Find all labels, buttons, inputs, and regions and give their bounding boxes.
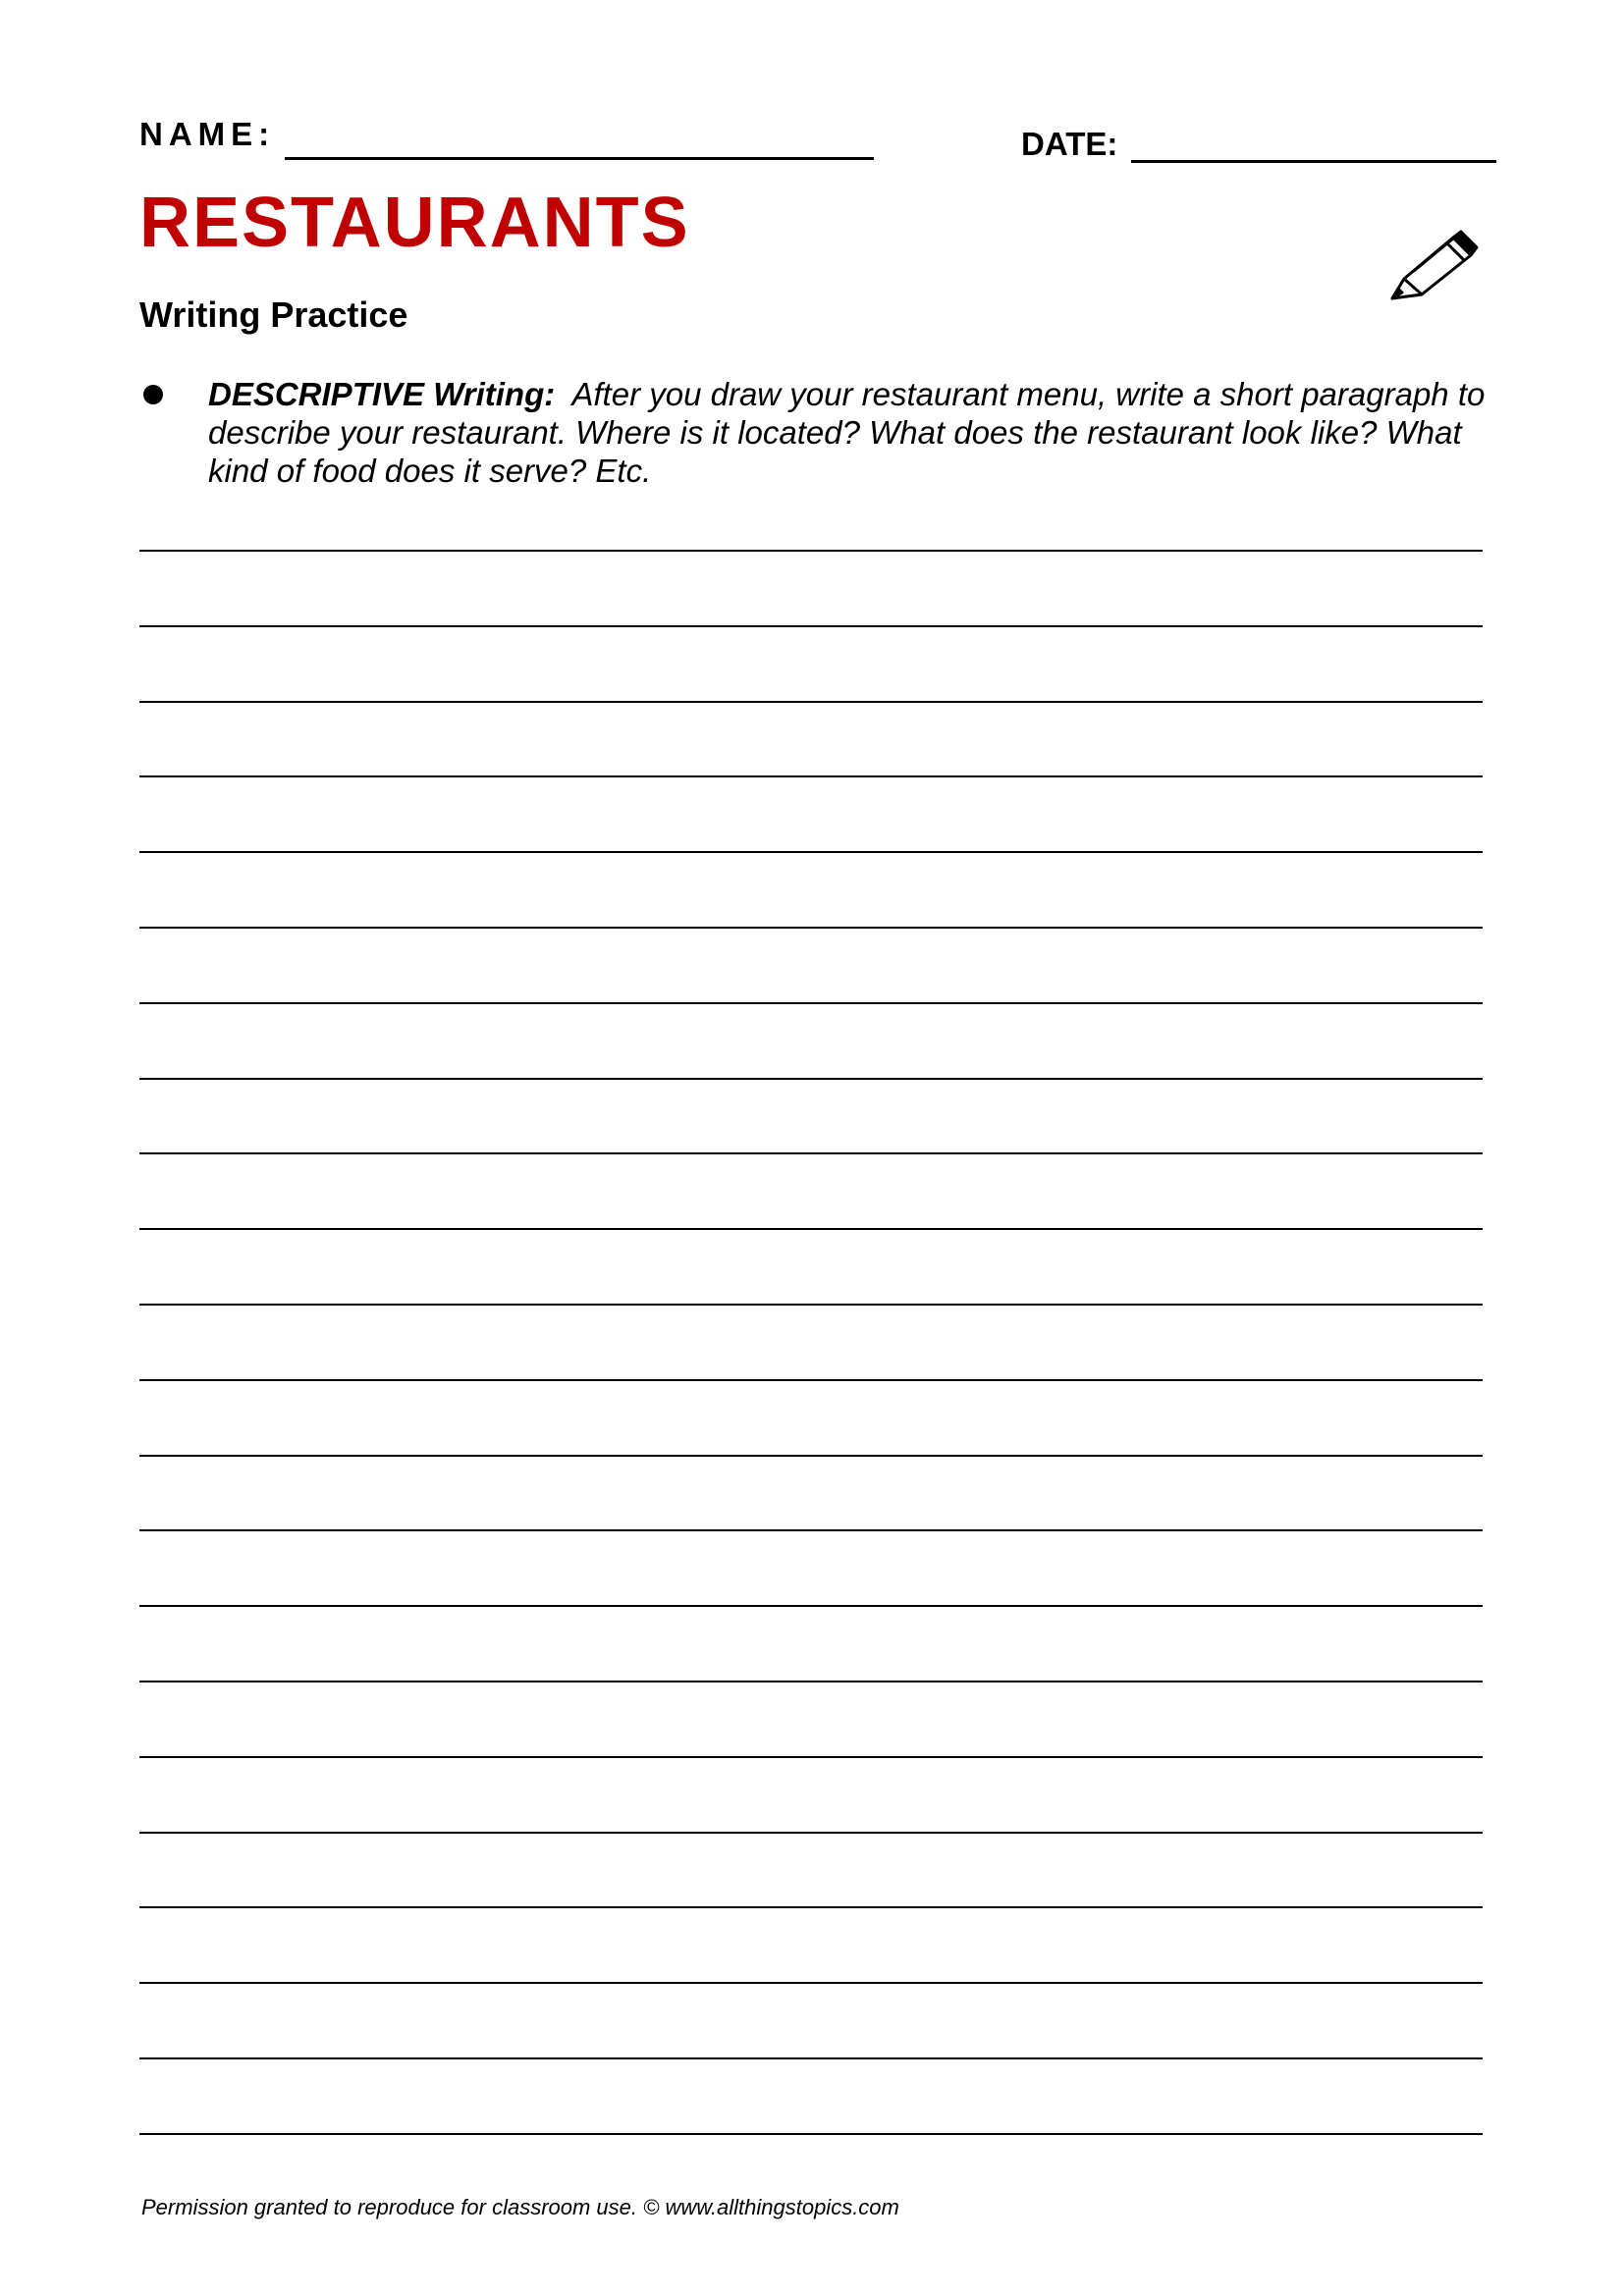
writing-line[interactable]	[139, 703, 1483, 778]
writing-line[interactable]	[139, 1607, 1483, 1682]
writing-line[interactable]	[139, 1908, 1483, 1984]
instruction-text	[208, 375, 1504, 490]
pencil-icon	[1384, 228, 1483, 306]
footer-note: Permission granted to reproduce for classroom use. © www.allthingstopics.com	[141, 2195, 899, 2219]
writing-line[interactable]	[139, 2059, 1483, 2135]
writing-line[interactable]	[139, 777, 1483, 853]
writing-line[interactable]	[139, 1154, 1483, 1230]
writing-line[interactable]	[139, 1381, 1483, 1457]
instruction-body: After you draw your restaurant menu, write a short paragraph to describe your restaurant. Where is it located? What does the restaurant look like? What kind of food does it serve? Etc.	[208, 376, 1486, 489]
writing-line[interactable]	[139, 1758, 1483, 1834]
writing-line[interactable]	[139, 552, 1483, 627]
name-label: NAME:	[139, 116, 276, 152]
writing-line[interactable]	[139, 1080, 1483, 1155]
writing-line[interactable]	[139, 1306, 1483, 1381]
name-field[interactable]	[285, 157, 874, 160]
writing-line[interactable]	[139, 1004, 1483, 1080]
writing-line[interactable]	[139, 1682, 1483, 1758]
writing-line[interactable]	[139, 1834, 1483, 1909]
writing-line[interactable]	[139, 1230, 1483, 1306]
section-subtitle: Writing Practice	[139, 294, 408, 335]
writing-line[interactable]	[139, 1457, 1483, 1532]
instruction-lead: DESCRIPTIVE Writing:	[208, 376, 556, 412]
writing-line[interactable]	[139, 929, 1483, 1004]
writing-line[interactable]	[139, 1984, 1483, 2059]
page-title: RESTAURANTS	[139, 184, 690, 262]
writing-line[interactable]	[139, 627, 1483, 703]
bullet-icon	[143, 385, 163, 404]
writing-line[interactable]	[139, 1531, 1483, 1607]
date-label: DATE:	[1021, 126, 1118, 162]
writing-line[interactable]	[139, 853, 1483, 929]
writing-lines[interactable]	[139, 550, 1483, 2135]
date-field[interactable]	[1131, 160, 1496, 163]
